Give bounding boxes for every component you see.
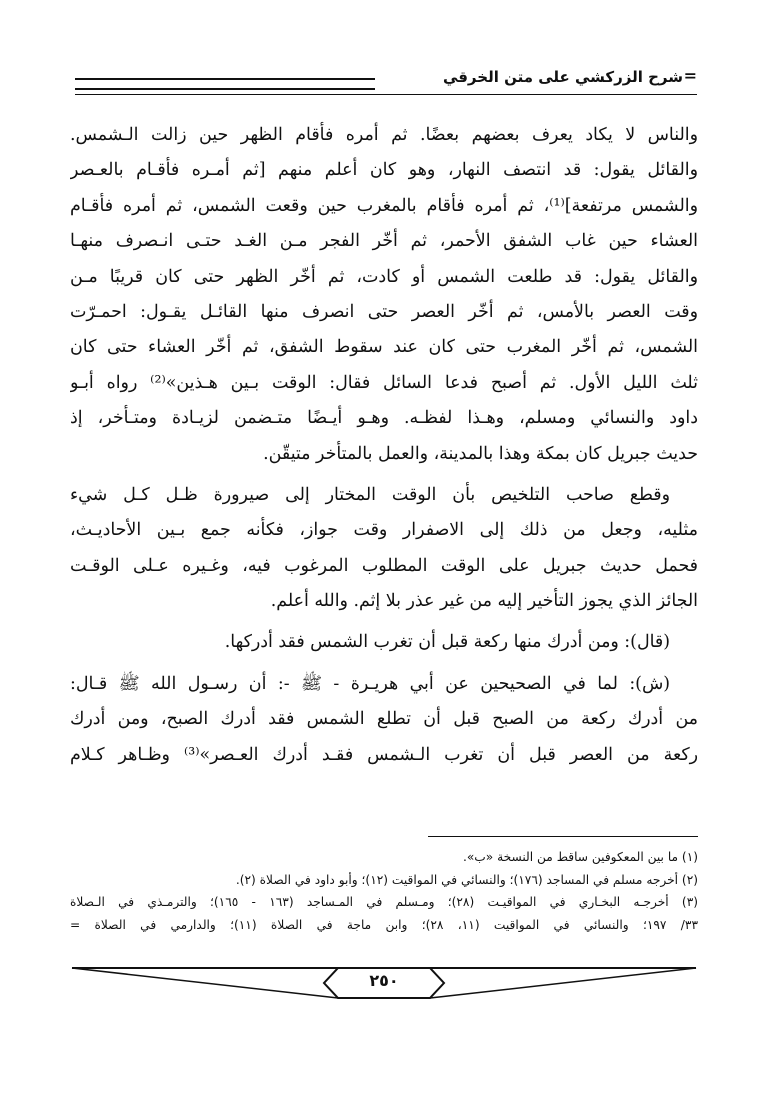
body-line: فحمل حديث جبريل على الوقت المطلوب المرغوب فيه، وغـيره عـلى الوقـت bbox=[70, 555, 698, 576]
body-line: (ش): لما في الصحيحين عن أبي هريـرة - ﷺ -: أن رسـول الله ﷺ قـال: bbox=[70, 673, 670, 694]
body-line: حديث جبريل كان بمكة وهذا بالمدينة، والعمل بالمتأخر متيقّن. bbox=[263, 443, 698, 464]
running-header bbox=[75, 66, 697, 96]
footnote: (٢) أخرجه مسلم في المساجد (١٧٦)؛ والنسائي في المواقيت (١٢)؛ وأبو داود في الصلاة (٢). bbox=[235, 872, 698, 887]
body-line: والناس لا يكاد يعرف بعضهم بعضًا. ثم أمره فأقام الظهر حين زالت الـشمس. bbox=[70, 125, 698, 145]
footnote: (١) ما بين المعكوفين ساقط من النسخة «ب». bbox=[462, 850, 698, 864]
body-line: من أدرك ركعة من الصبح قبل أن تطلع الشمس فقد أدرك الصبح، ومن أدرك bbox=[70, 709, 698, 730]
body-line: وقت العصر بالأمس، ثم أخّر العصر حتى انصرف منها القائـل يقـول: احمـرّت bbox=[70, 301, 698, 322]
header-title: شرح الزركشي على متن الخرقي bbox=[442, 68, 683, 86]
body-line: العشاء حين غاب الشفق الأحمر، ثم أخّر الفجر مـن الغـد حتـى انـصرف منهـا bbox=[70, 231, 698, 252]
body-line: ركعة من العصر قبل أن تغرب الـشمس فقـد أدرك العـصر»⁽³⁾ وظـاهر كـلام bbox=[70, 744, 698, 765]
header-double-rule bbox=[75, 78, 375, 90]
page-number: ٢٥٠ bbox=[369, 971, 399, 990]
body-line: وقطع صاحب التلخيص بأن الوقت المختار إلى صيرورة ظـل كـل شيء bbox=[70, 484, 670, 505]
footnote: (٣) أخرجـه البخـاري في المواقيـت (٢٨)؛ ومـسلم في المـساجد (١٦٣ - ١٦٥)؛ والترمـذي في الـصلاة bbox=[70, 895, 698, 909]
body-line: مثليه، وجعل من ذلك إلى الاصفرار وقت جواز، فكأنه جمع بـين الأحاديـث، bbox=[70, 520, 698, 541]
footnote: ٣٣/ ١٩٧؛ والنسائي في المواقيت (١١، ٢٨)؛ وابن ماجة في الصلاة (١١)؛ والدارمي في الصلاة = bbox=[70, 917, 698, 932]
footnotes bbox=[70, 846, 698, 936]
header-dash: = bbox=[683, 66, 697, 85]
body-line: والقائل يقول: قد طلعت الشمس أو كادت، ثم أخّر الظهر حتى كان قريبًا مـن bbox=[70, 266, 698, 287]
page-number-ornament bbox=[68, 962, 700, 1006]
body-line: ثلث الليل الأول. ثم أصبح فدعا السائل فقال: الوقت بـين هـذين»⁽²⁾ رواه أبـو bbox=[70, 372, 698, 393]
header-underline bbox=[75, 94, 697, 95]
body-line: والشمس مرتفعة]⁽¹⁾، ثم أمره فأقام بالمغرب حين وقعت الشمس، ثم أمره فأقـام bbox=[70, 195, 698, 216]
body-line: داود والنسائي ومسلم، وهـذا لفظـه. وهـو أيـضًا متـضمن لزيـادة ومتـأخر، إذ bbox=[70, 408, 698, 429]
body-line: الجائز الذي يجوز التأخير إليه من غير عذر بلا إثم. والله أعلم. bbox=[270, 591, 698, 612]
body-text bbox=[70, 118, 698, 773]
body-line: الشمس، ثم أخّر المغرب حتى كان عند سقوط الشفق، ثم أخّر العشاء حتى كان bbox=[70, 337, 698, 358]
body-line: والقائل يقول: قد انتصف النهار، وهو كان أعلم منهم [ثم أمـره فأقـام بالعـصر bbox=[70, 160, 698, 181]
footnote-separator bbox=[428, 836, 698, 837]
body-line: (قال): ومن أدرك منها ركعة قبل أن تغرب الشمس فقد أدركها. bbox=[224, 632, 670, 653]
